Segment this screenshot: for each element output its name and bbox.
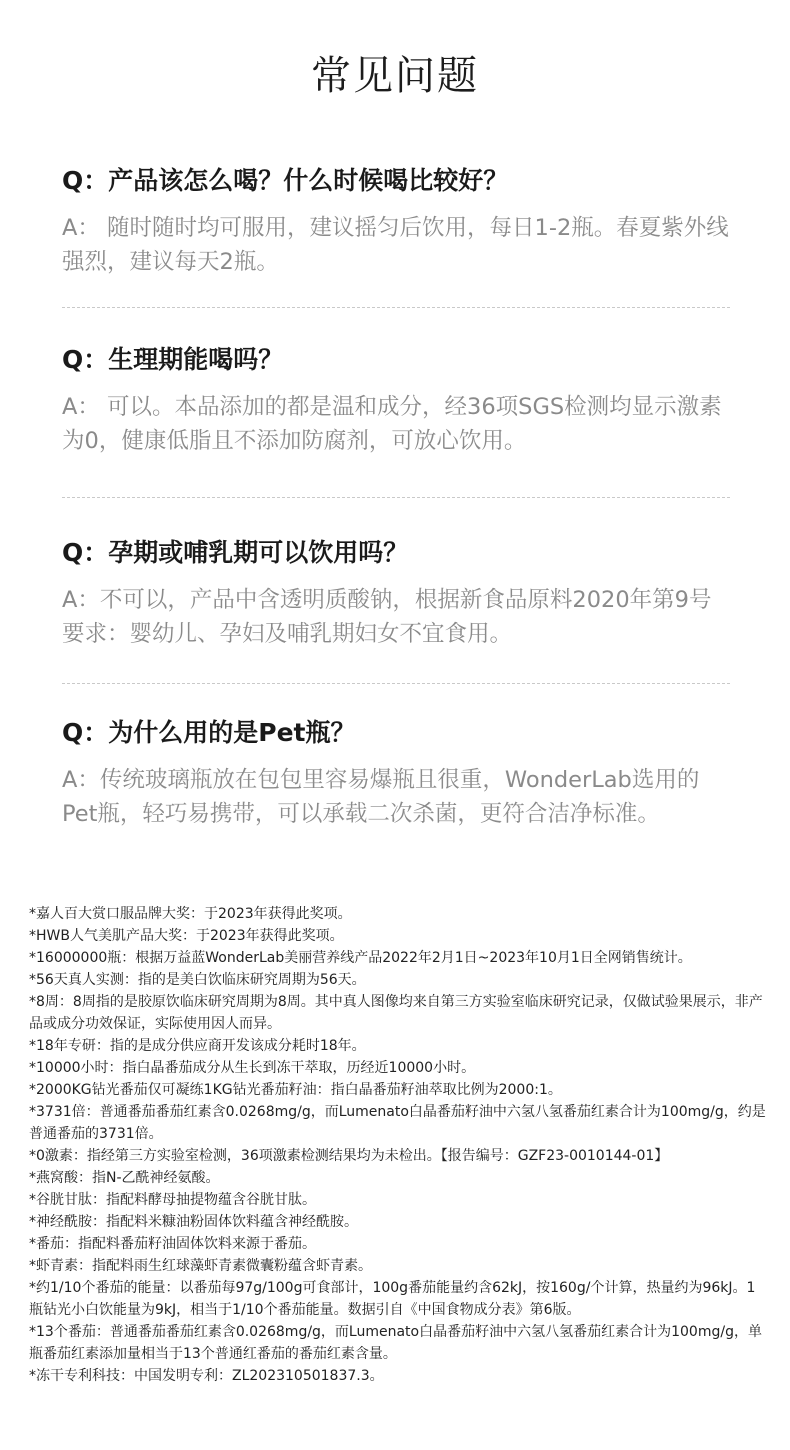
footnote: *3731倍：普通番茄番茄红素含0.0268mg/g，而Lumenato白晶番茄籽油中六氢八氢番茄红素合计为100mg/g，约是普通番茄的3731倍。 xyxy=(29,1104,766,1142)
footnote: *嘉人百大赏口服品牌大奖：于2023年获得此奖项。 xyxy=(29,906,352,922)
footnote: *谷胱甘肽：指配料酵母抽提物蕴含谷胱甘肽。 xyxy=(29,1192,316,1208)
page-title: 常见问题 xyxy=(311,53,479,99)
footnotes xyxy=(29,903,769,1387)
footnote: *约1/10个番茄的能量：以番茄每97g/100g可食部计，100g番茄能量约含62kJ，按160g/个计算，热量约为96kJ。1瓶钻光小白饮能量为9kJ，相当于1/10个番茄能量。数据引自《中国食物成分表》第6版。 xyxy=(29,1280,756,1318)
faq-question: Q：产品该怎么喝？什么时候喝比较好？ xyxy=(62,166,509,195)
faq-answer: A： 可以。本品添加的都是温和成分，经36项SGS检测均显示激素为0，健康低脂且不添加防腐剂，可放心饮用。 xyxy=(62,394,722,454)
footnote: *2000KG钻光番茄仅可凝练1KG钻光番茄籽油：指白晶番茄籽油萃取比例为2000:1。 xyxy=(29,1082,562,1098)
faq-answer: A： 随时随时均可服用，建议摇匀后饮用，每日1-2瓶。春夏紫外线强烈，建议每天2瓶。 xyxy=(62,215,729,275)
divider xyxy=(62,307,730,308)
footnote: *16000000瓶：根据万益蓝WonderLab美丽营养线产品2022年2月1日~2023年10月1日全网销售统计。 xyxy=(29,950,692,966)
faq-item-3 xyxy=(62,535,732,651)
divider xyxy=(62,497,730,498)
footnote: *56天真人实测：指的是美白饮临床研究周期为56天。 xyxy=(29,972,366,988)
faq-question: Q：生理期能喝吗？ xyxy=(62,345,284,374)
footnote: *燕窝酸：指N-乙酰神经氨酸。 xyxy=(29,1170,220,1186)
faq-answer: A：不可以，产品中含透明质酸钠，根据新食品原料2020年第9号要求：婴幼儿、孕妇及哺乳期妇女不宜食用。 xyxy=(62,587,712,647)
faq-answer: A：传统玻璃瓶放在包包里容易爆瓶且很重，WonderLab选用的Pet瓶，轻巧易携带，可以承载二次杀菌，更符合洁净标准。 xyxy=(62,767,700,827)
faq-item-4 xyxy=(62,715,732,831)
faq-item-1 xyxy=(62,163,732,279)
faq-item-2 xyxy=(62,342,732,458)
faq-question: Q：为什么用的是Pet瓶？ xyxy=(62,718,356,747)
footnote: *18年专研：指的是成分供应商开发该成分耗时18年。 xyxy=(29,1038,366,1054)
footnote: *虾青素：指配料雨生红球藻虾青素微囊粉蕴含虾青素。 xyxy=(29,1258,372,1274)
footnote: *13个番茄：普通番茄番茄红素含0.0268mg/g，而Lumenato白晶番茄籽油中六氢八氢番茄红素合计为100mg/g，单瓶番茄红素添加量相当于13个普通红番茄的番茄红素含量。 xyxy=(29,1324,762,1362)
footnote: *HWB人气美肌产品大奖：于2023年获得此奖项。 xyxy=(29,928,344,944)
footnote: *0激素：指经第三方实验室检测，36项激素检测结果均为未检出。【报告编号：GZF23-0010144-01】 xyxy=(29,1148,669,1164)
footnote: *神经酰胺：指配料米糠油粉固体饮料蕴含神经酰胺。 xyxy=(29,1214,358,1230)
divider xyxy=(62,683,730,684)
footnote: *8周：8周指的是胶原饮临床研究周期为8周。其中真人图像均来自第三方实验室临床研究记录，仅做试验果展示，非产品或成分功效保证，实际使用因人而异。 xyxy=(29,994,763,1032)
faq-question: Q：孕期或哺乳期可以饮用吗？ xyxy=(62,538,409,567)
footnote: *10000小时：指白晶番茄成分从生长到冻干萃取，历经近10000小时。 xyxy=(29,1060,476,1076)
footnote: *冻干专利科技：中国发明专利：ZL202310501837.3。 xyxy=(29,1368,384,1384)
footnote: *番茄：指配料番茄籽油固体饮料来源于番茄。 xyxy=(29,1236,316,1252)
